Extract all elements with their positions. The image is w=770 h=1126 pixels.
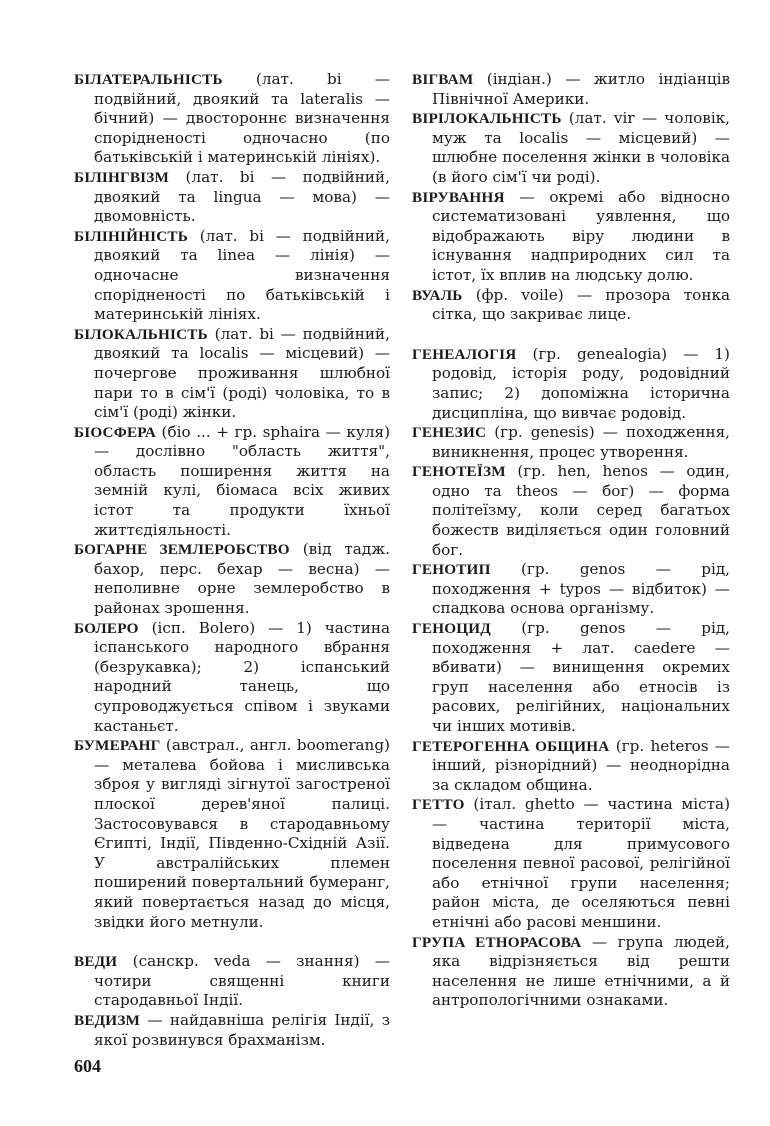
entry-headword: ВІГВАМ bbox=[412, 71, 474, 88]
entry-definition: (лат. bi — подвійний, двоякий та lateralis — бічний) — двостороннє визначення спорідненості одночасно (по батьківській і материнській лініях). bbox=[94, 70, 390, 167]
entry-headword: ГЕНОЦИД bbox=[412, 620, 491, 638]
dictionary-entry bbox=[412, 737, 730, 796]
dictionary-entry bbox=[412, 70, 730, 109]
dictionary-entry bbox=[74, 325, 390, 423]
entry-definition: (лат. bi — подвійний, двоякий та localis — місцевий) — почергове проживання шлюбної пари то в сім'ї (роді) чоловіка, то в сім'ї (роді) жінки. bbox=[94, 324, 390, 422]
entry-headword: ГЕТЕРОГЕННА ОБЩИНА bbox=[412, 737, 610, 755]
entry-headword: БУМЕРАНГ bbox=[74, 737, 161, 755]
entry-definition: (від тадж. бахор, перс. бехар — весна) — неполивне орне землеробство в районах зрошення. bbox=[94, 540, 390, 618]
dictionary-entry bbox=[74, 952, 390, 1011]
entry-definition: (австрал., англ. boomerang) — металева бойова і мисливська зброя у вигляді зігнутої загостреної плоскої дерев'яної палиці. Застосовувався в стародавньому Єгипті, Індії, Південно-Східній Азії. У австралійських племен поширений повертальний бумеранг, який повертається назад до місця, звідки його метнули. bbox=[94, 736, 390, 931]
dictionary-entry bbox=[412, 345, 730, 423]
dictionary-entry bbox=[74, 736, 390, 932]
entry-definition: (італ. ghetto — частина міста) — частина території міста, відведена для примусового поселення певної расової, релігійної або етнічної групи населення; район міста, де оселяються певні етнічні або расові меншини. bbox=[432, 795, 730, 931]
entry-headword: ГЕНЕЗИС bbox=[412, 424, 487, 442]
dictionary-entry bbox=[74, 619, 390, 737]
dictionary-entry bbox=[412, 423, 730, 462]
entry-definition: (біо ... + гр. sphaira — куля) — дослівно "область життя", область поширення життя на земній кулі, біомаса всіх живих істот та продукти їхньої життєдіяльності. bbox=[94, 422, 390, 539]
entry-definition: (санскр. veda — знання) — чотири священні книги стародавньої Індії. bbox=[94, 952, 390, 1010]
dictionary-entry bbox=[74, 70, 390, 168]
dictionary-entry bbox=[74, 168, 390, 227]
entry-headword: БОЛЕРО bbox=[74, 619, 139, 637]
entry-headword: ВЕДИ bbox=[74, 953, 118, 971]
entry-headword: БОГАРНЕ ЗЕМЛЕРОБСТВО bbox=[74, 541, 290, 559]
entry-definition: (лат. bi — подвійний, двоякий та lingua — мова) — двомовність. bbox=[94, 167, 390, 226]
left-column bbox=[74, 70, 390, 1050]
dictionary-entry bbox=[74, 227, 390, 325]
entry-definition: (лат. vir — чоловік, муж та localis — місцевий) — шлюбне поселення жінки в чоловіка (в його сім'ї чи роді). bbox=[432, 109, 730, 186]
entry-definition: (гр. heteros — інший, різнорідний) — неоднорідна за складом община. bbox=[432, 736, 730, 794]
entry-headword: БІЛОКАЛЬНІСТЬ bbox=[74, 325, 208, 343]
entry-headword: ГЕНЕАЛОГІЯ bbox=[412, 345, 517, 363]
entry-definition: (ісп. Bolero) — 1) частина іспанського народного вбрання (безрукавка); 2) іспанський народний танець, що супроводжується співом і звуками кастаньєт. bbox=[94, 618, 390, 735]
entry-definition: (гр. genesis) — походження, виникнення, процес утворення. bbox=[432, 423, 730, 461]
entry-headword: ГЕТТО bbox=[412, 796, 465, 814]
entry-headword: БІЛІНГВІЗМ bbox=[74, 168, 170, 186]
entry-definition: — окремі або відносно систематизовані уявлення, що відображають віру людини в існування надприродних сил та істот, їх вплив на людську долю. bbox=[432, 187, 730, 284]
dictionary-entry bbox=[412, 795, 730, 932]
entry-definition: (гр. genealogia) — 1) родовід, історія роду, родовідний запис; 2) допоміжна історична дисципліна, що вивчає родовід. bbox=[432, 344, 730, 422]
entry-definition: (лат. bi — подвійний, двоякий та linea — лінія) — одночасне визначення спорідненості по батьківській і материнській лініях. bbox=[94, 226, 390, 324]
dictionary-entry bbox=[412, 560, 730, 619]
entry-headword: ГЕНОТИП bbox=[412, 561, 491, 579]
entry-headword: ГЕНОТЕЇЗМ bbox=[412, 463, 506, 481]
entry-headword: БІОСФЕРА bbox=[74, 423, 156, 441]
entry-headword: ВЕДИЗМ bbox=[74, 1011, 141, 1029]
dictionary-entry bbox=[412, 109, 730, 187]
entry-definition: (гр. genos — рід, походження + typos — відбиток) — спадкова основа організму. bbox=[432, 560, 730, 618]
entry-headword: БІЛАТЕРАЛЬНІСТЬ bbox=[74, 71, 223, 88]
entry-headword: БІЛІНІЙНІСТЬ bbox=[74, 227, 188, 245]
entry-definition: (гр. hen, henos — один, одно та theos — бог) — форма політеїзму, коли серед багатьох божеств виділяється один головний бог. bbox=[432, 462, 730, 559]
entry-headword: ВУАЛЬ bbox=[412, 286, 463, 304]
entry-headword: ВІРІЛОКАЛЬНІСТЬ bbox=[412, 110, 562, 128]
entry-definition: — група людей, яка відрізняється від решти населення не лише етнічними, а й антропологічними ознаками. bbox=[432, 932, 731, 1010]
dictionary-entry bbox=[412, 619, 730, 737]
entry-definition: (індіан.) — житло індіанців Північної Америки. bbox=[432, 70, 730, 108]
entry-headword: ГРУПА ЕТНОРАСОВА bbox=[412, 933, 582, 951]
dictionary-entry bbox=[412, 286, 730, 325]
dictionary-entry bbox=[74, 540, 390, 618]
dictionary-entry bbox=[74, 423, 390, 541]
dictionary-entry bbox=[412, 462, 730, 560]
entry-headword: ВІРУВАННЯ bbox=[412, 188, 505, 206]
dictionary-entry bbox=[412, 933, 730, 1011]
entry-definition: (гр. genos — рід, походження + лат. caedere — вбивати) — винищення окремих груп населення або етносів із расових, релігійних, національних чи інших мотивів. bbox=[432, 619, 730, 735]
dictionary-entry bbox=[74, 1011, 390, 1050]
entry-definition: (фр. voile) — прозора тонка сітка, що закриває лице. bbox=[432, 285, 730, 324]
dictionary-entry bbox=[412, 188, 730, 286]
right-column bbox=[412, 70, 730, 1011]
page-number: 604 bbox=[74, 1056, 101, 1076]
entry-definition: — найдавніша релігія Індії, з якої розвинувся брахманізм. bbox=[94, 1010, 390, 1049]
